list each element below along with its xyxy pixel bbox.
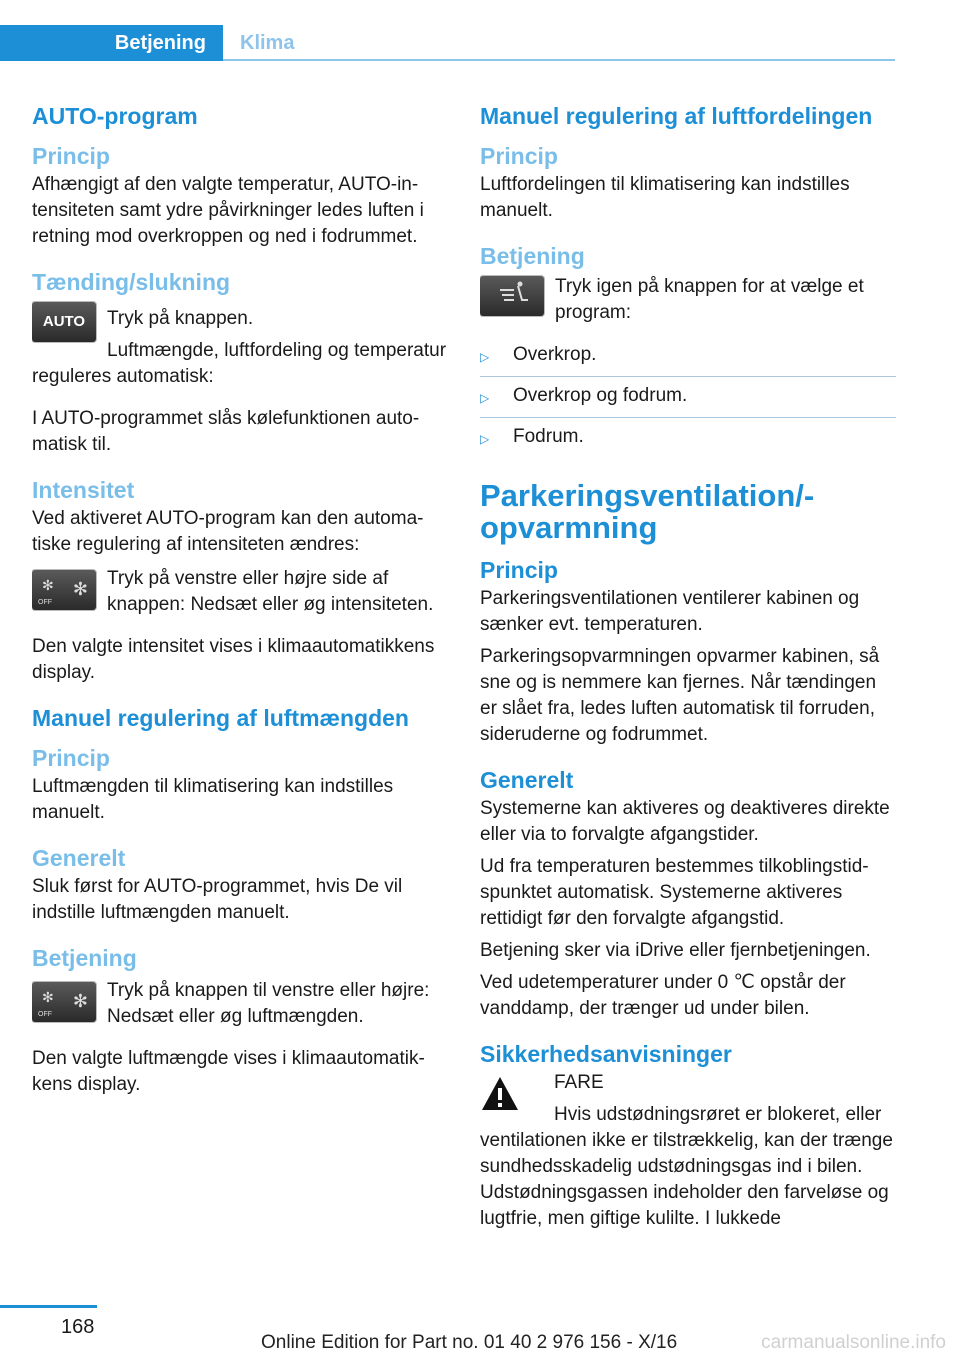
subheading-betjening: Betjening: [32, 945, 137, 971]
edition-text: Online Edition for Part no. 01 40 2 976 156 - X/16: [261, 1332, 678, 1353]
text-luftmaengde: Luftmængde, luftfordeling og temperatur reguleres automatisk:: [32, 340, 447, 387]
fan-large-icon: ✻: [72, 991, 88, 1011]
subheading-sikkerhed: Sikkerhedsanvisninger: [480, 1041, 732, 1067]
text-princip-3: Luftfordelingen til klimatisering kan indstilles manuelt.: [480, 174, 850, 221]
fan-large-icon: ✻: [72, 579, 88, 599]
text-princip-4b: Parkeringsopvarmningen opvarmer kabinen, så sne og is nemmere kan fjernes. Når tændingen er slået fra, ledes luften automatisk til forruden, sideruderne og fodrummet.: [480, 646, 880, 745]
right-column: [480, 100, 896, 1238]
airflow-button-row: [480, 272, 896, 332]
air-distribution-button-icon: [480, 276, 544, 316]
off-label: OFF: [38, 599, 52, 606]
subheading-generelt: Generelt: [32, 845, 126, 871]
text-intensitet: Ved aktiveret AUTO-program kan den automatiske regulering af intensiteten ændres:: [32, 508, 424, 555]
heading-manuel-fordeling: Manuel regulering af luftfordelingen: [480, 103, 873, 129]
text-princip-2: Luftmængden til klimatisering kan indstilles manuelt.: [32, 776, 394, 823]
fan-button-icon-2: [32, 982, 96, 1022]
fan-button-row-1: [32, 566, 448, 624]
text-generelt: Sluk først for AUTO-programmet, hvis De vil indstille luftmængden manuelt.: [32, 876, 403, 923]
text-tryk-venstre: Tryk på venstre eller højre side af knappen: Nedsæt eller øg intensiteten.: [107, 568, 434, 615]
text-betjening-2: Tryk igen på knappen for at vælge et program:: [555, 276, 864, 323]
text-princip-4a: Parkeringsventilationen ventilerer kabinen og sænker evt. temperaturen.: [480, 588, 860, 635]
footer-rule: [0, 1305, 97, 1308]
tab-klima[interactable]: Klima: [240, 32, 295, 54]
heading-parkering: Parkeringsventilation/-opvarmning: [480, 478, 815, 545]
tab-divider: [223, 59, 895, 61]
watermark: carmanualsonline.info: [761, 1332, 946, 1353]
subheading-princip-4: Princip: [480, 557, 558, 583]
left-column: [32, 100, 448, 1104]
list-item: ▷ Fodrum.: [480, 424, 896, 458]
airflow-icon: [480, 276, 544, 316]
fan-small-icon: ✻: [42, 989, 54, 1005]
subheading-princip-3: Princip: [480, 143, 558, 169]
text-betjening: Tryk på knappen til venstre eller højre: Nedsæt eller øg luftmængden.: [107, 980, 430, 1027]
triangle-bullet-icon: ▷: [480, 350, 490, 364]
fan-button-icon: [32, 570, 96, 610]
warning-block: [480, 1070, 896, 1238]
subheading-intensitet: Intensitet: [32, 477, 135, 503]
warning-text: Hvis udstødningsrøret er blokeret, eller ventilationen ikke er tilstrækkelig, kan der trænge sundhedsskadelig udstødningsgas ind i bilen. Udstødningsgassen indeholder den farveløse og lugtfrie, men giftige kulilte. I lukkede: [480, 1104, 893, 1229]
subheading-betjening-2: Betjening: [480, 243, 585, 269]
warning-title: FARE: [554, 1072, 604, 1093]
auto-button-row: [32, 298, 448, 396]
text-generelt-2c: Betjening sker via iDrive eller fjernbetjeningen.: [480, 940, 871, 961]
subheading-generelt-2: Generelt: [480, 767, 574, 793]
subheading-princip-2: Princip: [32, 745, 110, 771]
program-list: [480, 342, 896, 458]
warning-triangle-icon: [480, 1074, 520, 1114]
off-label: OFF: [38, 1011, 52, 1018]
page-number: 168: [61, 1316, 95, 1338]
auto-button-icon: AUTO: [32, 302, 96, 342]
list-item: ▷ Overkrop og fodrum.: [480, 383, 896, 418]
text-generelt-2b: Ud fra temperaturen bestemmes tilkoblingstidspunktet automatisk. Systemerne aktiveres rettidigt før den forvalgte afgangstid.: [480, 856, 869, 929]
text-koelefunktion: I AUTO-programmet slås kølefunktionen automatisk til.: [32, 408, 420, 455]
heading-manuel-luftmaengde: Manuel regulering af luftmængden: [32, 705, 409, 731]
fan-small-icon: ✻: [42, 577, 54, 593]
subheading-taending: Tænding/slukning: [32, 269, 231, 295]
text-valgte-luftmaengde: Den valgte luftmængde vises i klimaautomatikkens display.: [32, 1048, 425, 1095]
text-generelt-2a: Systemerne kan aktiveres og deaktiveres direkte eller via to forvalgte afgangstider.: [480, 798, 890, 845]
chapter-tabs: [0, 25, 895, 61]
heading-auto-program: AUTO-program: [32, 103, 198, 129]
text-tryk: Tryk på knappen.: [107, 308, 254, 329]
text-valgte-intensitet: Den valgte intensitet vises i klimaautomatikkens display.: [32, 636, 435, 683]
subheading-princip: Princip: [32, 143, 110, 169]
tab-betjening[interactable]: Betjening: [0, 25, 223, 61]
triangle-bullet-icon: ▷: [480, 432, 490, 446]
text-princip: Afhængigt af den valgte temperatur, AUTO-intensiteten samt ydre påvirkninger ledes luften i retning mod overkroppen og ned i fodrummet.: [32, 174, 424, 247]
text-generelt-2d: Ved udetemperaturer under 0 ℃ opstår der vanddamp, der trænger ud under bilen.: [480, 972, 846, 1019]
list-item: ▷ Overkrop.: [480, 342, 896, 377]
triangle-bullet-icon: ▷: [480, 391, 490, 405]
fan-button-row-2: [32, 978, 448, 1036]
